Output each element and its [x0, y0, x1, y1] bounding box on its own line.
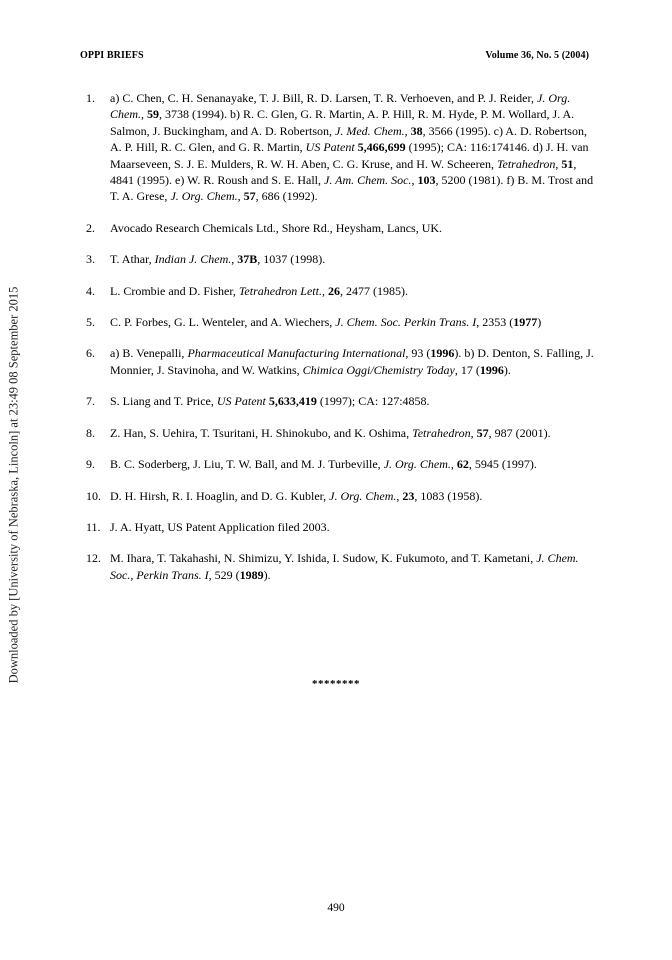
reference-number: 5.	[86, 315, 95, 330]
reference-text: a) C. Chen, C. H. Senanayake, T. J. Bill, R. D. Larsen, T. R. Verhoeven, and P. J. Reider, J. Org. Chem., 59, 3738 (1994). b) R. C. Glen, G. R. Martin, A. P. Hill, R. M. Hyde, P. M. Wollard, J. A. Salmon, J. Buckingham, and A. D. Robertson, J. Med. Chem., 38, 3566 (1995). c) A. D. Robertson, A. P. Hill, R. C. Glen, and G. R. Martin, US Patent 5,466,699 (1995); CA: 116:174146. d) J. H. van Maarseveen, S. J. E. Mulders, R. W. H. Aben, C. G. Kruse, and H. W. Scheeren, Tetrahedron, 51, 4841 (1995). e) W. R. Roush and S. E. Hall, J. Am. Chem. Soc., 103, 5200 (1981). f) B. M. Trost and T. A. Grese, J. Org. Chem., 57, 686 (1992).	[110, 91, 594, 204]
reference-text: L. Crombie and D. Fisher, Tetrahedron Lett., 26, 2477 (1985).	[110, 283, 408, 298]
download-notice: Downloaded by [University of Nebraska, Lincoln] at 23:49 08 September 2015	[6, 286, 21, 684]
reference-item	[86, 220, 594, 236]
reference-text: C. P. Forbes, G. L. Wenteler, and A. Wiechers, J. Chem. Soc. Perkin Trans. I, 2353 (1977)	[110, 315, 542, 330]
running-header-volume: Volume 36, No. 5 (2004)	[485, 50, 589, 61]
reference-item	[86, 519, 594, 535]
reference-number: 8.	[86, 425, 95, 440]
reference-item	[86, 314, 594, 330]
reference-item	[86, 90, 594, 205]
reference-number: 12.	[86, 551, 101, 566]
reference-text: D. H. Hirsh, R. I. Hoaglin, and D. G. Kubler, J. Org. Chem., 23, 1083 (1958).	[110, 488, 483, 503]
reference-number: 11.	[86, 519, 101, 534]
reference-text: Z. Han, S. Uehira, T. Tsuritani, H. Shinokubo, and K. Oshima, Tetrahedron, 57, 987 (2001).	[110, 425, 551, 440]
reference-text: J. A. Hyatt, US Patent Application filed 2003.	[110, 519, 330, 534]
reference-list	[86, 90, 594, 598]
reference-text: a) B. Venepalli, Pharmaceutical Manufacturing International, 93 (1996). b) D. Denton, S. Falling, J. Monnier, J. Stavinoha, and W. Watkins, Chimica Oggi/Chemistry Today, 17 (1996).	[110, 346, 594, 377]
reference-text: B. C. Soderberg, J. Liu, T. W. Ball, and M. J. Turbeville, J. Org. Chem., 62, 5945 (1997).	[110, 457, 537, 472]
reference-item	[86, 251, 594, 267]
reference-number: 7.	[86, 394, 95, 409]
reference-number: 9.	[86, 457, 95, 472]
reference-number: 6.	[86, 346, 95, 361]
reference-text: Avocado Research Chemicals Ltd., Shore Rd., Heysham, Lancs, UK.	[110, 220, 443, 235]
reference-number: 3.	[86, 252, 95, 267]
reference-number: 1.	[86, 91, 95, 105]
running-header-journal: OPPI BRIEFS	[80, 50, 144, 61]
reference-item	[86, 425, 594, 441]
reference-number: 10.	[86, 488, 101, 503]
reference-number: 4.	[86, 283, 95, 298]
section-separator: ********	[312, 678, 360, 690]
page-number: 490	[327, 902, 345, 914]
reference-text: S. Liang and T. Price, US Patent 5,633,419 (1997); CA: 127:4858.	[110, 394, 430, 409]
reference-item	[86, 456, 594, 472]
reference-item	[86, 393, 594, 409]
reference-item	[86, 345, 594, 378]
download-watermark	[0, 0, 30, 960]
reference-text: M. Ihara, T. Takahashi, N. Shimizu, Y. Ishida, I. Sudow, K. Fukumoto, and T. Kametani, J. Chem. Soc., Perkin Trans. I, 529 (1989).	[110, 551, 579, 582]
reference-item	[86, 488, 594, 504]
reference-text: T. Athar, Indian J. Chem., 37B, 1037 (1998).	[110, 252, 326, 267]
reference-item	[86, 550, 594, 583]
reference-number: 2.	[86, 220, 95, 235]
reference-item	[86, 283, 594, 299]
